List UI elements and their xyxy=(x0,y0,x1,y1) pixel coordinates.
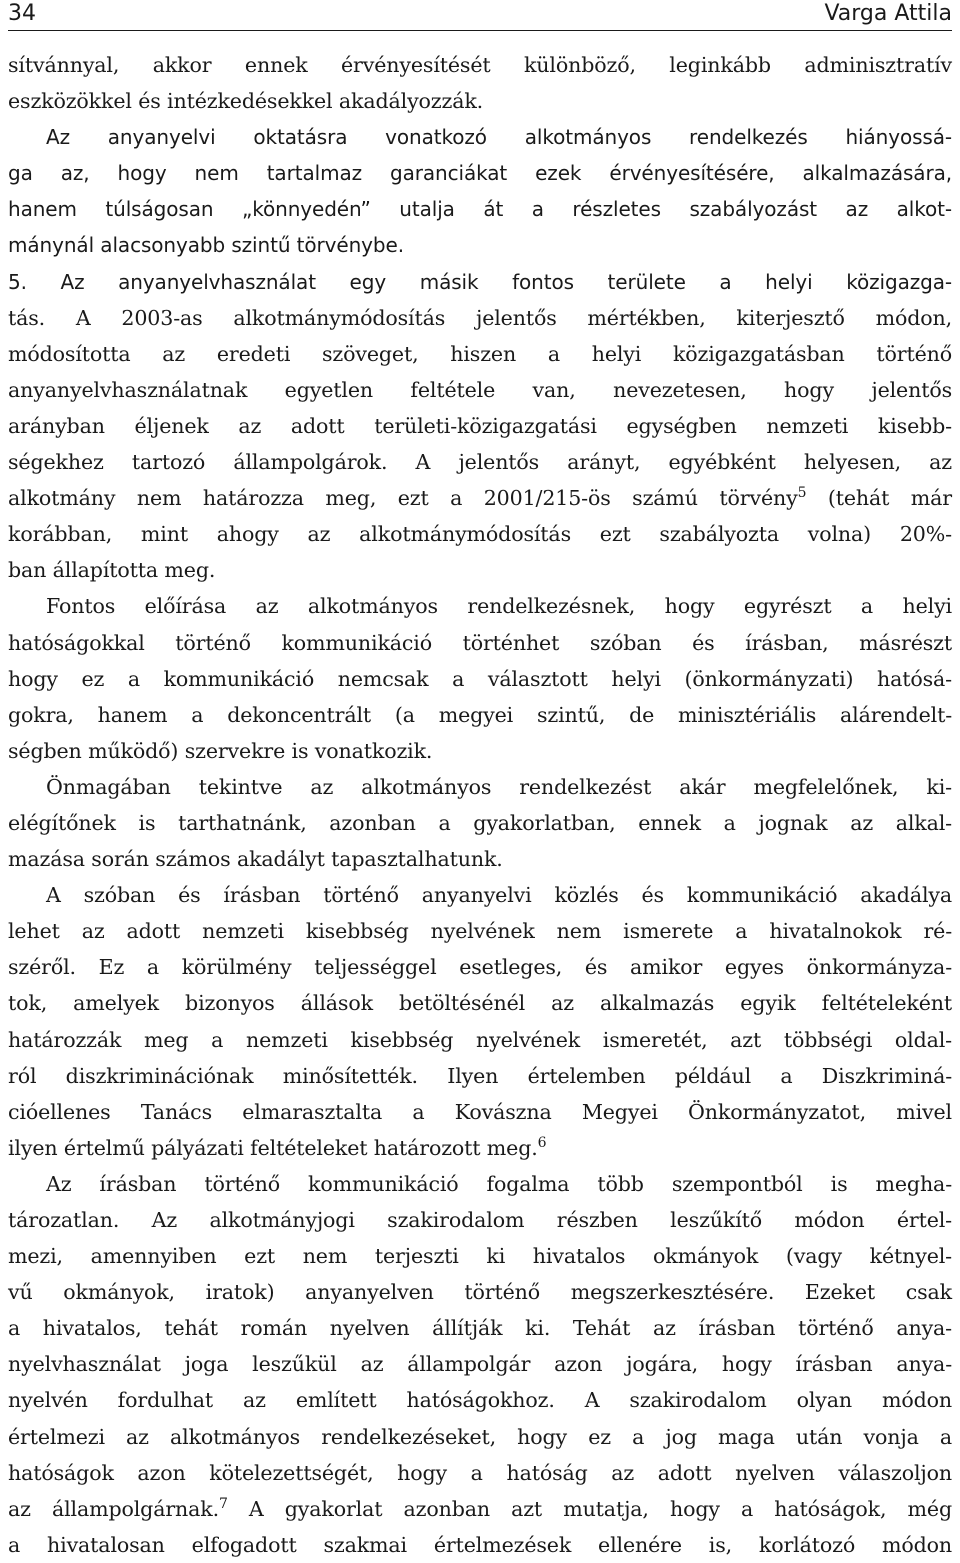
text-line xyxy=(8,769,952,805)
text-line-content: alkotmány nem határozza meg, ezt a 2001/215-ös számú törvény xyxy=(8,486,798,511)
text-line-continuation: (tehát már xyxy=(806,486,952,511)
text-line-content: értelmezi az alkotmányos rendelkezéseket, hogy ez a jog maga után vonja a xyxy=(8,1424,952,1449)
text-line xyxy=(8,1166,952,1202)
text-line-content: nyelvén fordulhat az említett hatóságokhoz. A szakirodalom olyan módon xyxy=(8,1388,952,1413)
text-line-content: 5. Az anyanyelvhasználat egy másik fontos területe a helyi közigazga- xyxy=(8,269,952,294)
text-line xyxy=(8,264,952,300)
text-line xyxy=(8,697,952,733)
text-line-content: anyanyelvhasználatnak egyetlen feltétele van, nevezetesen, hogy jelentős xyxy=(8,377,952,402)
text-line-content: Az írásban történő kommunikáció fogalma több szempontból is megha- xyxy=(46,1171,952,1196)
text-line-content: vű okmányok, iratok) anyanyelven történő megszerkesztésére. Ezeket csak xyxy=(8,1280,952,1305)
text-line-content: széről. Ez a körülmény teljességgel esetleges, és amikor egyes önkormányza- xyxy=(8,955,952,980)
text-line-content: korábban, mint ahogy az alkotmánymódosítás ezt szabályozta volna) 20%- xyxy=(8,522,952,547)
text-line xyxy=(8,985,952,1021)
text-line xyxy=(8,805,952,841)
text-line xyxy=(8,1491,952,1527)
text-line-content: ségben működő) szervekre is vonatkozik. xyxy=(8,738,433,763)
text-line-content: hatóságokkal történő kommunikáció történhet szóban és írásban, másrészt xyxy=(8,630,952,655)
running-header xyxy=(8,0,952,31)
text-line xyxy=(8,336,952,372)
text-line-content: ban állapította meg. xyxy=(8,558,216,583)
text-line-content: tározatlan. Az alkotmányjogi szakirodalom részben leszűkítő módon értel- xyxy=(8,1208,952,1232)
text-line-content: ilyen értelmű pályázati feltételeket határozott meg. xyxy=(8,1135,538,1160)
text-line xyxy=(8,516,952,552)
text-line xyxy=(8,119,952,155)
text-line-content: arányban éljenek az adott területi-közigazgatási egységben nemzeti kisebb- xyxy=(8,413,952,438)
text-line xyxy=(8,1238,952,1274)
text-line xyxy=(8,1346,952,1382)
text-line xyxy=(8,47,952,83)
text-line xyxy=(8,588,952,624)
text-line xyxy=(8,155,952,191)
text-line xyxy=(8,227,952,263)
text-line-content: Fontos előírása az alkotmányos rendelkezésnek, hogy egyrészt a helyi xyxy=(46,594,952,619)
text-line-content: sítvánnyal, akkor ennek érvényesítését különböző, leginkább adminisztratív xyxy=(8,53,952,77)
text-line-content: elégítőnek is tarthatnánk, azonban a gyakorlatban, ennek a jognak az alkal- xyxy=(8,810,952,835)
text-line-continuation: A gyakorlat azonban azt mutatja, hogy a hatóságok, még xyxy=(227,1496,952,1521)
text-line-content: módosította az eredeti szöveget, hiszen a helyi közigazgatásban történő xyxy=(8,341,952,366)
text-line-content: mánynál alacsonyabb szintű törvénybe. xyxy=(8,233,404,258)
text-line-content: Önmagában tekintve az alkotmányos rendelkezést akár megfelelőnek, ki- xyxy=(46,774,952,799)
text-line-content: gokra, hanem a dekoncentrált (a megyei szintű, de minisztériális alárendelt- xyxy=(8,702,952,727)
text-line-content: a hivatalosan elfogadott szakmai értelmezések ellenére is, korlátozó módon xyxy=(8,1532,952,1557)
text-line xyxy=(8,733,952,769)
text-line-content: ségekhez tartozó állampolgárok. A jelentős arányt, egyébként helyesen, az xyxy=(8,450,952,475)
text-line xyxy=(8,444,952,480)
text-line xyxy=(8,480,952,516)
footnote-marker[interactable]: 6 xyxy=(537,1134,547,1151)
text-line-content: hatóságok azon kötelezettségét, hogy a hatóság az adott nyelven válaszoljon xyxy=(8,1460,952,1485)
text-line xyxy=(8,300,952,336)
text-line-content: hanem túlságosan „könnyedén” utalja át a részletes szabályozást az alkot- xyxy=(8,197,952,222)
text-line-content: mezi, amennyiben ezt nem terjeszti ki hivatalos okmányok (vagy kétnyel- xyxy=(8,1244,952,1269)
text-line-content: ga az, hogy nem tartalmaz garanciákat ezek érvényesítésére, alkalmazására, xyxy=(8,161,952,186)
text-line-content: nyelvhasználat joga leszűkül az állampolgár azon jogára, hogy írásban anya- xyxy=(8,1352,952,1377)
text-line xyxy=(8,1058,952,1094)
text-line-content: cióellenes Tanács elmarasztalta a Kovászna Megyei Önkormányzatot, mivel xyxy=(8,1099,952,1124)
body-text xyxy=(8,47,952,1563)
text-line-content: Az anyanyelvi oktatásra vonatkozó alkotmányos rendelkezés hiányossá- xyxy=(46,125,952,150)
text-line xyxy=(8,661,952,697)
text-line-content: a hivatalos, tehát román nyelven állítják ki. Tehát az írásban történő anya- xyxy=(8,1316,952,1341)
footnote-marker[interactable]: 7 xyxy=(219,1495,228,1512)
text-line xyxy=(8,1455,952,1491)
text-line xyxy=(8,191,952,227)
text-line-content: az állampolgárnak. xyxy=(8,1496,220,1521)
text-line xyxy=(8,1202,952,1238)
text-line xyxy=(8,877,952,913)
text-line xyxy=(8,1419,952,1455)
footnote-marker[interactable]: 5 xyxy=(797,485,807,502)
text-line xyxy=(8,625,952,661)
running-author: Varga Attila xyxy=(824,1,952,26)
text-line xyxy=(8,1274,952,1310)
text-line xyxy=(8,949,952,985)
text-line xyxy=(8,1094,952,1130)
text-line xyxy=(8,913,952,949)
text-line-content: tás. A 2003-as alkotmánymódosítás jelentős mértékben, kiterjesztő módon, xyxy=(8,305,952,330)
text-line xyxy=(8,1382,952,1418)
text-line-content: tok, amelyek bizonyos állások betöltésénél az alkalmazás egyik feltételeként xyxy=(8,991,952,1016)
text-line xyxy=(8,372,952,408)
text-line xyxy=(8,1130,952,1166)
text-line-content: ról diszkriminációnak minősítették. Ilyen értelemben például a Diszkriminá- xyxy=(8,1063,952,1088)
text-line xyxy=(8,552,952,588)
text-line xyxy=(8,83,952,119)
text-line-content: mazása során számos akadályt tapasztalhatunk. xyxy=(8,847,503,872)
text-line xyxy=(8,1527,952,1563)
text-line xyxy=(8,1310,952,1346)
text-line-content: A szóban és írásban történő anyanyelvi közlés és kommunikáció akadálya xyxy=(46,883,952,908)
page-number: 34 xyxy=(8,1,36,26)
text-line-content: határozzák meg a nemzeti kisebbség nyelvének ismeretét, azt többségi oldal- xyxy=(8,1027,952,1052)
text-line-content: eszközökkel és intézkedésekkel akadályozzák. xyxy=(8,89,484,114)
text-line-content: hogy ez a kommunikáció nemcsak a választott helyi (önkormányzati) hatósá- xyxy=(8,666,952,691)
text-line xyxy=(8,1022,952,1058)
text-line xyxy=(8,841,952,877)
text-line-content: lehet az adott nemzeti kisebbség nyelvének nem ismerete a hivatalnokok ré- xyxy=(8,919,952,944)
text-line xyxy=(8,408,952,444)
